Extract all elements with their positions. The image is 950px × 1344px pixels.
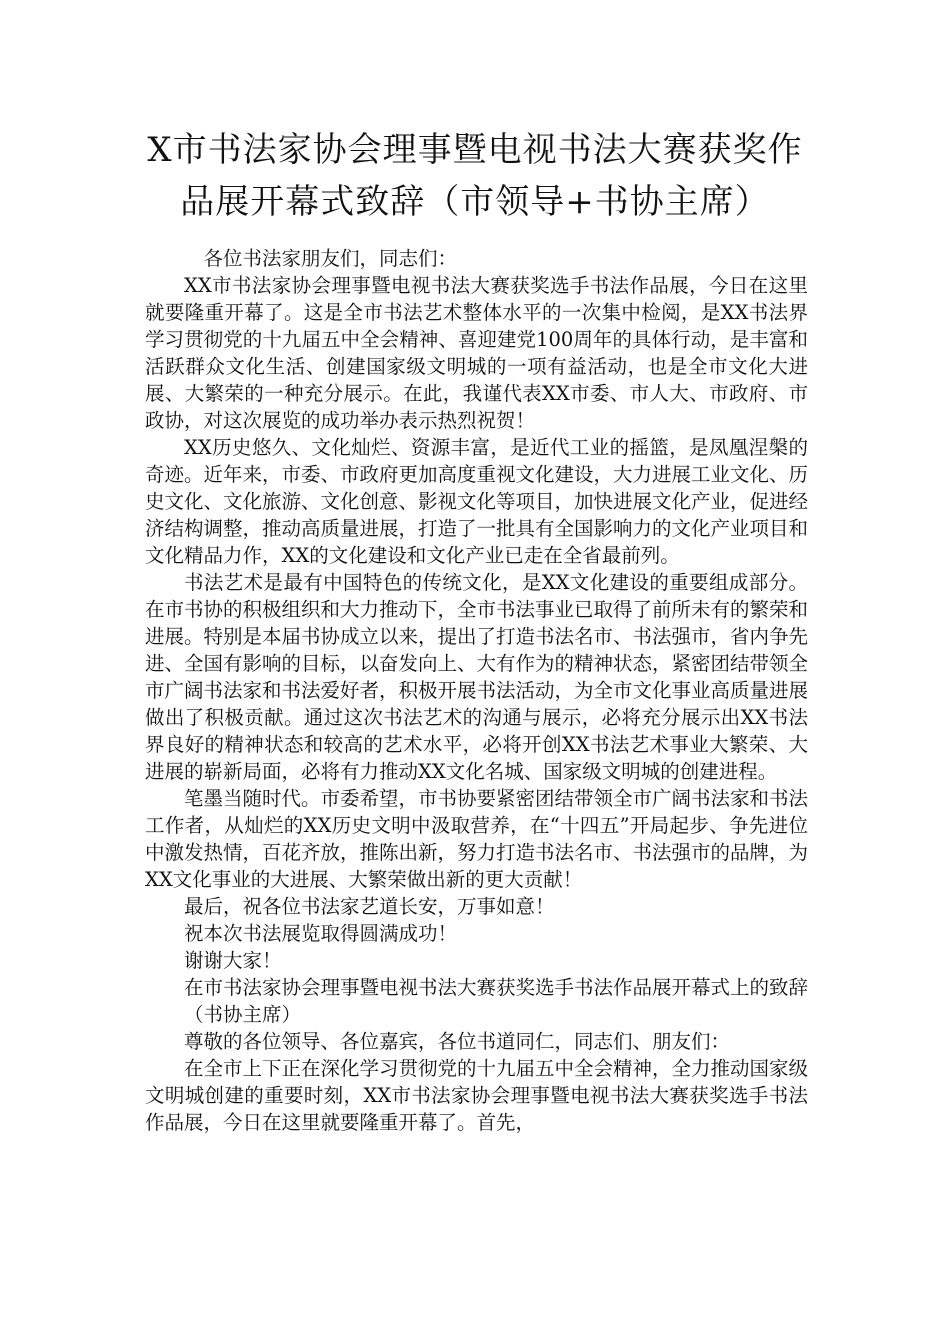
title-line-2: 品展开幕式致辞（市领导+书协主席） xyxy=(180,182,770,222)
paragraph: 笔墨当随时代。市委希望，市书协要紧密团结带领全市广阔书法家和书法工作者，从灿烂的XX历史文明中汲取营养，在“十四五”开局起步、争先进位中激发热情，百花齐放，推陈出新，努力打造书法名市、书法强市的品牌，为XX文化事业的大进展、大繁荣做出新的更大贡献！ xyxy=(145,787,809,891)
closing-line: 祝本次书法展览取得圆满成功！ xyxy=(184,922,458,945)
document-body xyxy=(145,245,808,1136)
closing-line: 谢谢大家！ xyxy=(184,949,282,972)
salutation: 各位书法家朋友们，同志们： xyxy=(203,247,458,270)
paragraph: 书法艺术是最有中国特色的传统文化，是XX文化建设的重要组成部分。在市书协的积极组织和大力推动下，全市书法事业已取得了前所未有的繁荣和进展。特别是本届书协成立以来，提出了打造书法名市、书法强市，省内争先进、全国有影响的目标，以奋发向上、大有作为的精神状态，紧密团结带领全市广阔书法家和书法爱好者，积极开展书法活动，为全市文化事业高质量进展做出了积极贡献。通过这次书法艺术的沟通与展示，必将充分展示出XX书法界良好的精神状态和较高的艺术水平，必将开创XX书法艺术事业大繁荣、大进展的崭新局面，必将有力推动XX文化名城、国家级文明城的创建进程。 xyxy=(145,571,809,783)
document-title xyxy=(140,124,810,228)
title-line-1: X市书法家协会理事暨电视书法大赛获奖作 xyxy=(147,130,803,170)
salutation: 尊敬的各位领导、各位嘉宾，各位书道同仁，同志们、朋友们： xyxy=(184,1030,731,1053)
speaker-label: （书协主席） xyxy=(184,1003,302,1026)
paragraph: XX历史悠久、文化灿烂、资源丰富，是近代工业的摇篮，是凤凰涅槃的奇迹。近年来，市委、市政府更加高度重视文化建设，大力进展工业文化、历史文化、文化旅游、文化创意、影视文化等项目，加快进展文化产业，促进经济结构调整，推动高质量进展，打造了一批具有全国影响力的文化产业项目和文化精品力作，XX的文化建设和文化产业已走在全省最前列。 xyxy=(145,436,809,567)
section-heading: 在市书法家协会理事暨电视书法大赛获奖选手书法作品展开幕式上的致辞 xyxy=(184,976,809,999)
paragraph: 在全市上下正在深化学习贯彻党的十九届五中全会精神，全力推动国家级文明城创建的重要时刻，XX市书法家协会理事暨电视书法大赛获奖选手书法作品展，今日在这里就要隆重开幕了。首先， xyxy=(145,1057,809,1134)
paragraph: XX市书法家协会理事暨电视书法大赛获奖选手书法作品展，今日在这里就要隆重开幕了。这是全市书法艺术整体水平的一次集中检阅，是XX书法界学习贯彻党的十九届五中全会精神、喜迎建党100周年的具体行动，是丰富和活跃群众文化生活、创建国家级文明城的一项有益活动，也是全市文化大进展、大繁荣的一种充分展示。在此，我谨代表XX市委、市人大、市政府、市政协，对这次展览的成功举办表示热烈祝贺！ xyxy=(145,274,808,432)
closing-line: 最后，祝各位书法家艺道长安，万事如意！ xyxy=(184,895,555,918)
